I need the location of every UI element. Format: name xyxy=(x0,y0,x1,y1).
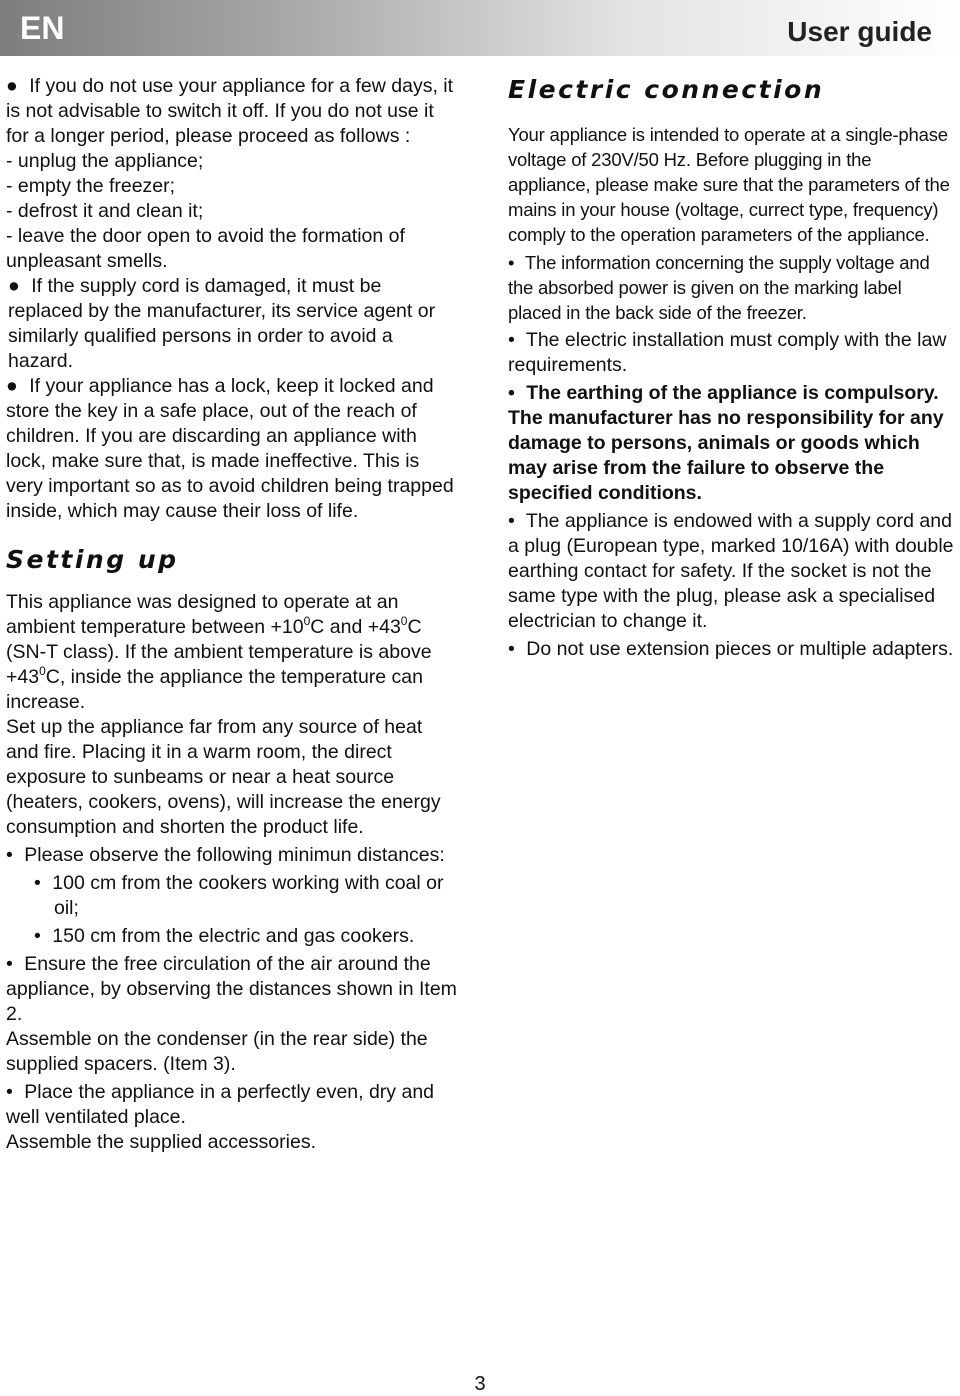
air-circulation-paragraph: • Ensure the free circulation of the air around the appliance, by observing the distances shown in Item 2. xyxy=(6,953,457,1025)
voltage-intro-paragraph: Your appliance is intended to operate at a single-phase voltage of 230V/50 Hz. Before plugging in the appliance, please make sure that the parameters of the mains in your house (voltage, currect type, frequency) comply to the operation parameters of the appliance. xyxy=(508,124,950,245)
bullet-icon: • xyxy=(508,252,515,273)
bullet-icon: ● xyxy=(6,375,18,397)
accessories-paragraph: Assemble the supplied accessories. xyxy=(6,1131,316,1153)
bullet-icon: • xyxy=(34,925,41,947)
right-column xyxy=(508,74,954,662)
installation-law-bullet: • The electric installation must comply with the law requirements. xyxy=(508,329,947,376)
bullet-icon: • xyxy=(34,872,41,894)
bullet-icon: • xyxy=(508,329,515,351)
condenser-spacers-paragraph: Assemble on the condenser (in the rear side) the supplied spacers. (Item 3). xyxy=(6,1028,428,1075)
setting-up-heading: Setting up xyxy=(6,545,179,574)
bullet-icon: ● xyxy=(8,275,20,297)
left-column xyxy=(6,74,458,1155)
bullet-icon: • xyxy=(6,953,13,975)
bullet-icon: • xyxy=(508,638,515,660)
electric-connection-heading: Electric connection xyxy=(508,75,825,104)
distance-item-gas: • 150 cm from the electric and gas cookers. xyxy=(34,925,415,947)
language-label: EN xyxy=(20,10,65,46)
unused-appliance-paragraph: ● If you do not use your appliance for a few days, it is not advisable to switch it off. If you do not use it for a longer period, please proceed as follows : xyxy=(6,75,454,147)
distances-paragraph: • Please observe the following minimun distances: xyxy=(6,844,445,866)
supply-cord-paragraph: ● If the supply cord is damaged, it must be replaced by the manufacturer, its service agent or similarly qualified persons in order to avoid a hazard. xyxy=(8,275,436,372)
ambient-temperature-paragraph: This appliance was designed to operate at an ambient temperature between $+10^0C$ and $+43^0C$ (SN-T class). If the ambient temperature is above $+43^0C$, inside the appliance the temperature can increase. xyxy=(6,591,432,713)
distance-item-coal: • 100 cm from the cookers working with coal or oil; xyxy=(34,872,444,919)
step-unplug: - unplug the appliance; xyxy=(6,150,204,172)
supply-cord-plug-bullet: • The appliance is endowed with a supply cord and a plug (European type, marked 10/16A) with double earthing contact for safety. If the socket is not the same type with the plug, please ask a specialised electrician to change it. xyxy=(508,510,954,632)
bullet-icon: • xyxy=(6,844,13,866)
bullet-icon: • xyxy=(508,510,515,532)
step-door-open: - leave the door open to avoid the formation of unpleasant smells. xyxy=(6,225,405,272)
bullet-icon: • xyxy=(6,1081,13,1103)
step-defrost: - defrost it and clean it; xyxy=(6,200,204,222)
bullet-icon: ● xyxy=(6,75,18,97)
page-number: 3 xyxy=(474,1373,486,1395)
bullet-icon: • xyxy=(508,382,515,404)
marking-label-bullet: • The information concerning the supply voltage and the absorbed power is given on the marking label placed in the back side of the freezer. xyxy=(508,252,930,323)
document-title: User guide xyxy=(787,16,932,47)
extension-pieces-bullet: • Do not use extension pieces or multiple adapters. xyxy=(508,638,954,660)
earthing-compulsory-bullet: • The earthing of the appliance is compulsory. The manufacturer has no responsibility for any damage to persons, animals or goods which may arise from the failure to observe the specified conditions. xyxy=(508,382,944,504)
step-empty: - empty the freezer; xyxy=(6,175,176,197)
heat-source-paragraph: Set up the appliance far from any source of heat and fire. Placing it in a warm room, the direct exposure to sunbeams or near a heat source (heaters, cookers, ovens), will increase the energy consumption and shorten the product life. xyxy=(6,716,441,838)
placement-paragraph: • Place the appliance in a perfectly even, dry and well ventilated place. xyxy=(6,1081,435,1128)
lock-paragraph: ● If your appliance has a lock, keep it locked and store the key in a safe place, out of the reach of children. If you are discarding an appliance with lock, make sure that, is made ineffective. This is very important so as to avoid children being trapped inside, which may cause their loss of life. xyxy=(6,375,454,522)
